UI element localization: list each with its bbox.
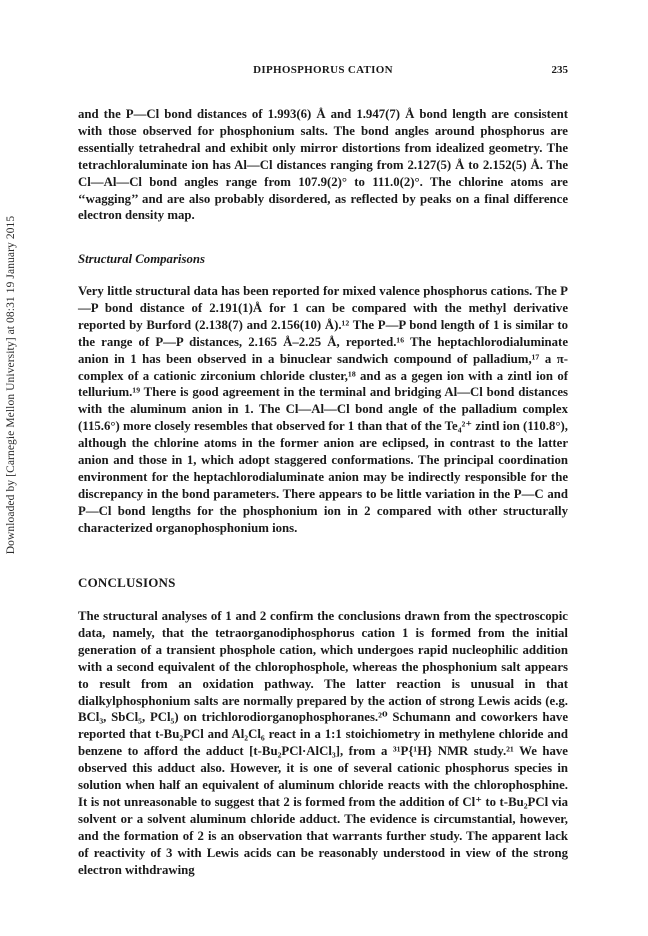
running-head-title: DIPHOSPHORUS CATION xyxy=(253,64,393,76)
page-number: 235 xyxy=(551,64,568,76)
body-paragraph-2 xyxy=(78,283,568,537)
download-notice xyxy=(4,90,18,680)
paragraph-text: The structural analyses of 1 and 2 confirm the conclusions drawn from the spectroscopic data, namely, that the tetraorganodiphosphorus cation 1 is formed from the initial generation of a transient phosphole cation, which undergoes rapid nucleophilic addition with a second equivalent of the chlorophosphole, whereas the phosphonium salt appears to result from an oxidation pathway. The latter reaction is unusual in that dialkylphosphonium salts are normally prepared by the action of strong Lewis acids (e.g. BCl₃, SbCl₅, PCl₅) on trichlorodiorganophosphoranes.²⁰ Schumann and coworkers have reported that t-Bu₂PCl and Al₂Cl₆ react in a 1:1 stoichiometry in methylene chloride and benzene to afford the adduct [t-Bu₂PCl·AlCl₃], from a ³¹P{¹H} NMR study.²¹ We have observed this adduct also. However, it is one of several cationic phosphorus species in solution when half an equivalent of aluminum chloride reacts with the chlorophosphine. It is not unreasonable to suggest that 2 is formed from the addition of Cl⁺ to t-Bu₂PCl via solvent or a solvent aluminum chloride adduct. The evidence is circumstantial, however, and the formation of 2 is an observation that warrants further study. The apparent lack of reactivity of 3 with Lewis acids can be reasonably understood in view of the strong electron withdrawing xyxy=(78,609,568,877)
running-head xyxy=(78,64,568,80)
section-heading-structural-comparisons: Structural Comparisons xyxy=(78,252,205,266)
download-notice-text: Downloaded by [Carnegie Mellon University] at 08:31 19 January 2015 xyxy=(5,215,17,555)
body-paragraph-1 xyxy=(78,106,568,224)
paragraph-text: and the P—Cl bond distances of 1.993(6) Å and 1.947(7) Å bond length are consistent with those observed for phosphonium salts. The bond angles around phosphorus are essentially tetrahedral and exhibit only mirror distortions from idealized geometry. The tetrachloraluminate ion has Al—Cl distances ranging from 2.127(5) Å to 2.152(5) Å. The Cl—Al—Cl bond angles range from 107.9(2)° to 111.0(2)°. The chlorine atoms are ‘‘wagging’’ and are also probably disordered, as reflected by peaks on a final difference electron density map. xyxy=(78,107,568,223)
section-heading-conclusions: CONCLUSIONS xyxy=(78,575,176,590)
body-paragraph-3 xyxy=(78,608,568,879)
paragraph-text: Very little structural data has been reported for mixed valence phosphorus cations. The P—P bond distance of 2.191(1)Å for 1 can be compared with the methyl derivative reported by Burford (2.138(7) and 2.156(10) Å).¹² The P—P bond length of 1 is similar to the range of P—P distances, 2.165 Å–2.25 Å, reported.¹⁶ The heptachlorodialuminate anion in 1 has been observed in a binuclear sandwich compound of palladium,¹⁷ a π-complex of a cationic zirconium chloride cluster,¹⁸ and as a gegen ion with a zintl ion of tellurium.¹⁹ There is good agreement in the terminal and bridging Al—Cl bond distances with the aluminum anion in 1. The Cl—Al—Cl bond angle of the palladium complex (115.6°) more closely resembles that observed for 1 than that of the Te₄²⁺ zintl ion (110.8°), although the chlorine atoms in the former anion are eclipsed, in contrast to the latter anion and those in 1, which adopt staggered conformations. The principal coordination environment for the heptachlorodialuminate anion may be indirectly responsible for the discrepancy in the bond parameters. There appears to be little variation in the P—C and P—Cl bond lengths for the phosphonium ion in 2 compared with other structurally characterized organophosphonium ions. xyxy=(78,284,568,535)
